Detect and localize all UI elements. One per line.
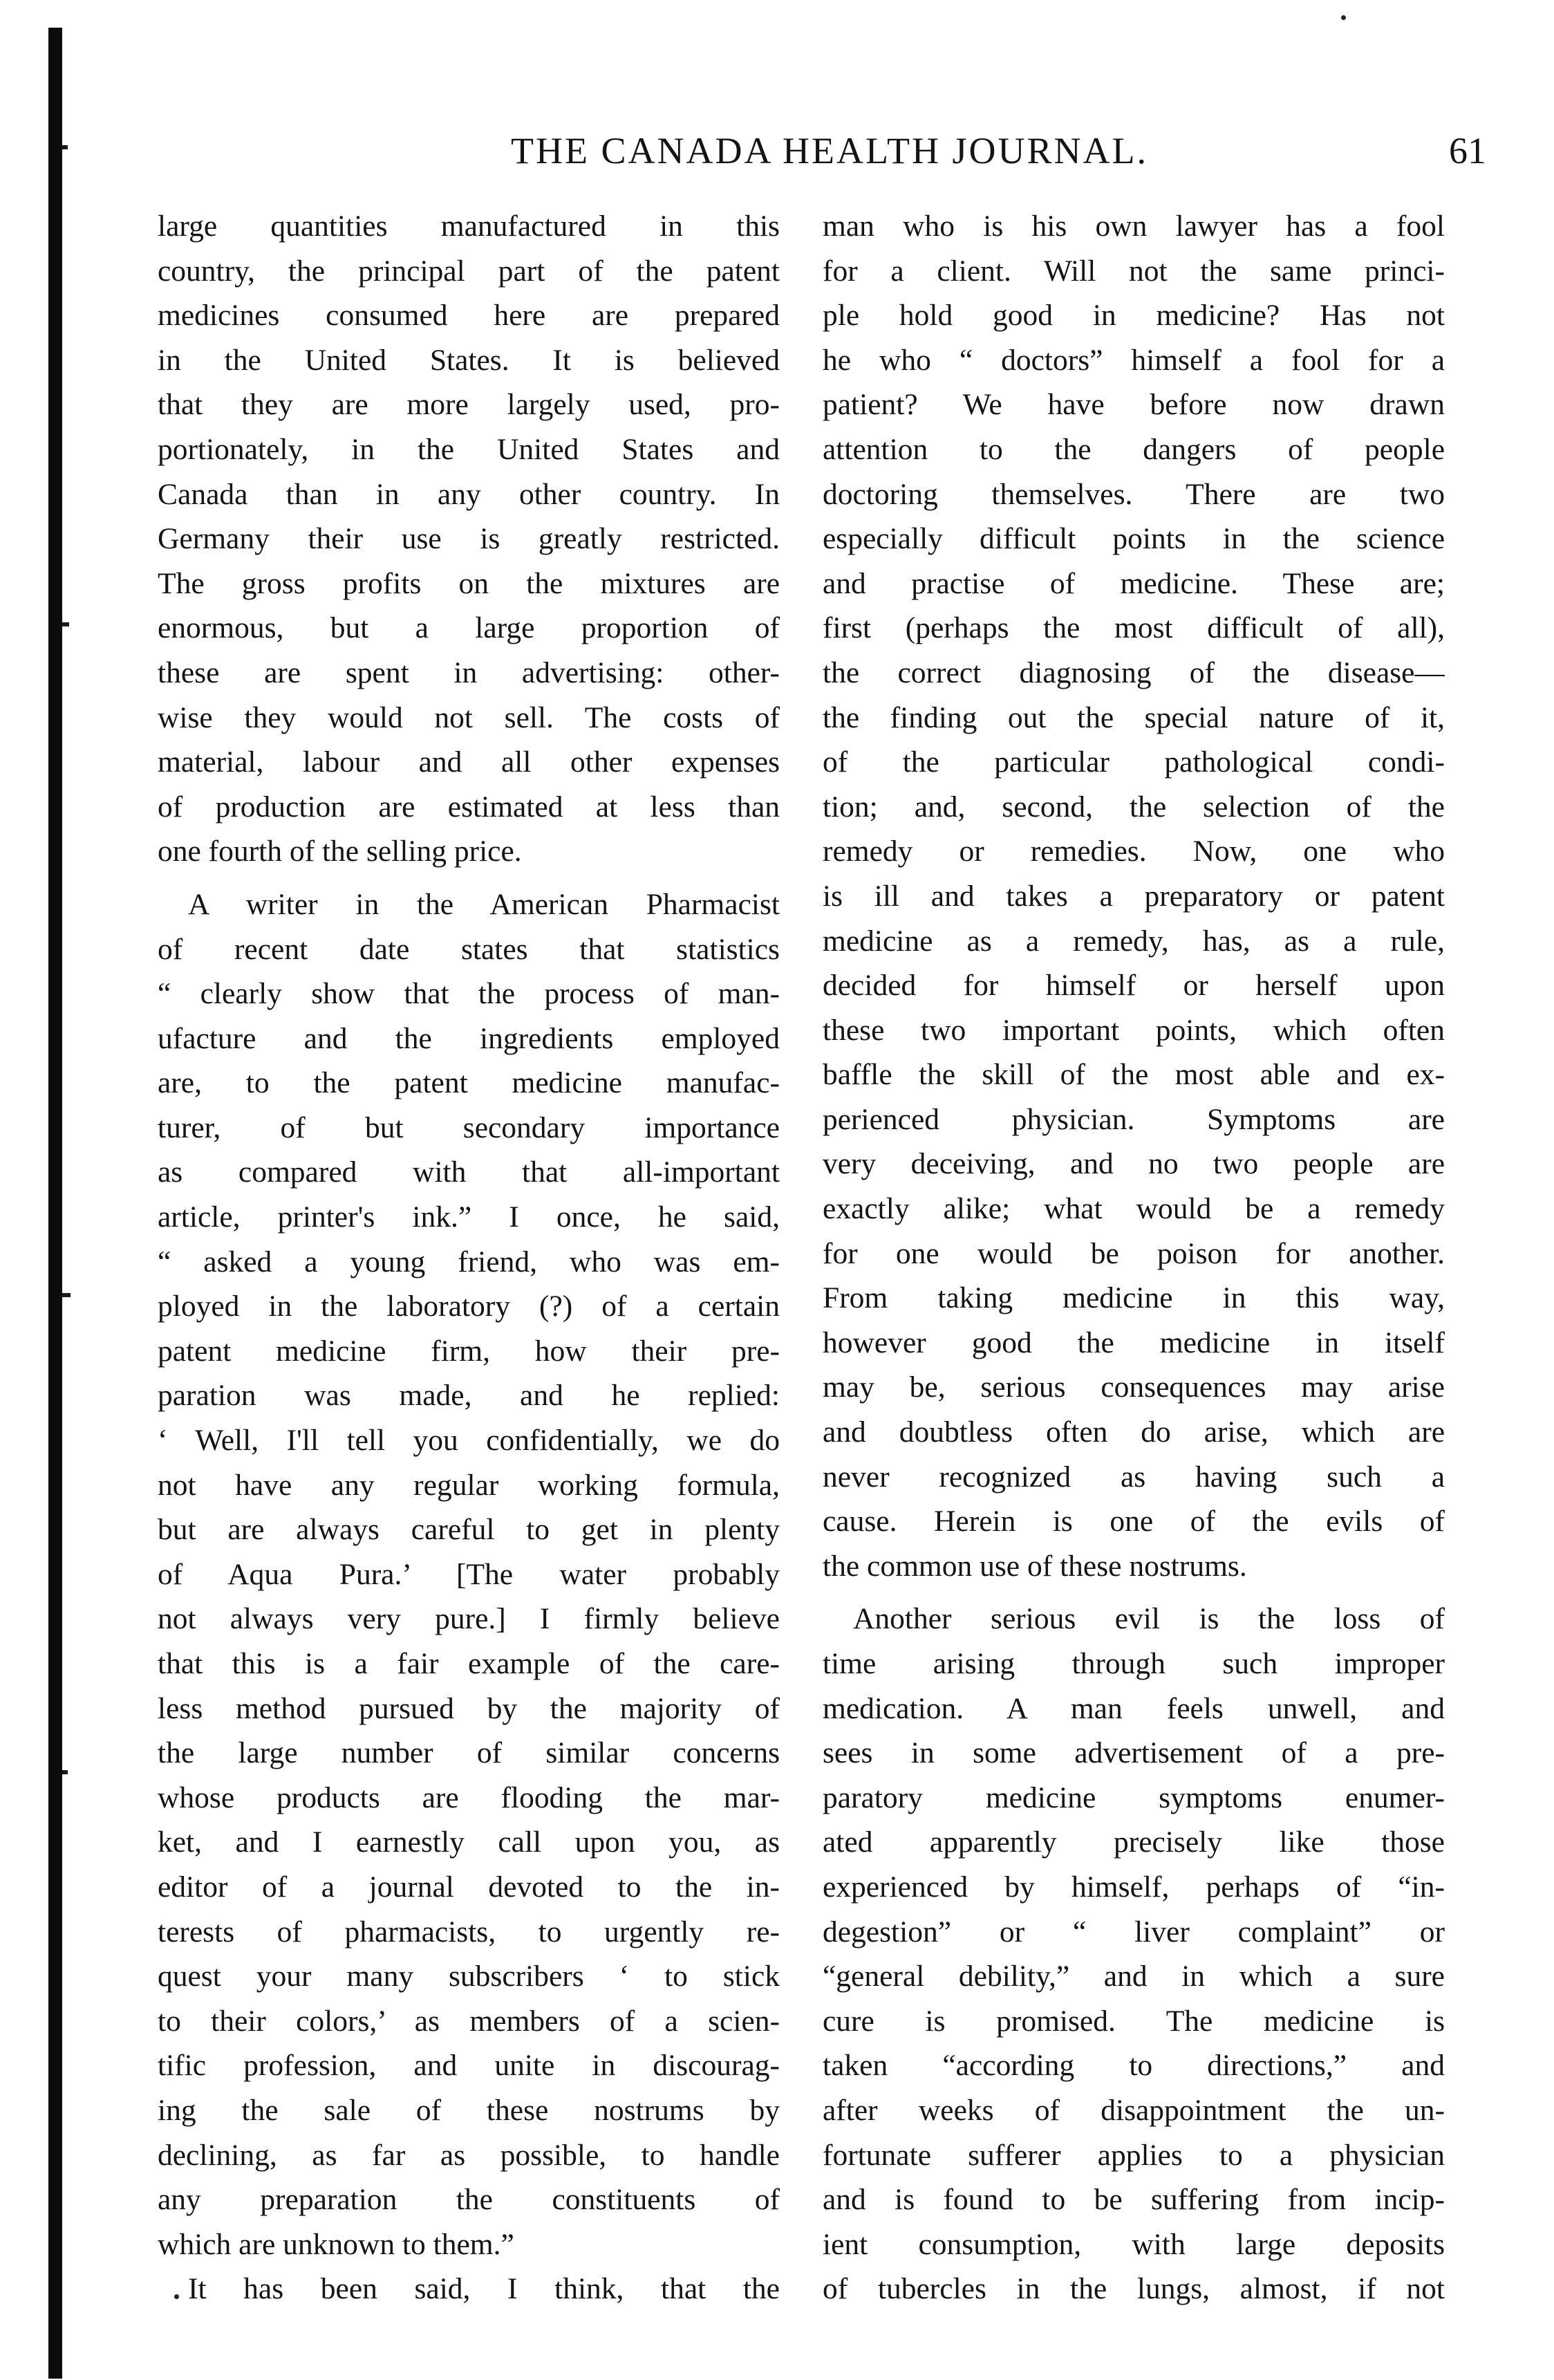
text-line: he who “ doctors” himself a fool for a [823, 343, 1445, 377]
text-line: ple hold good in medicine? Has not [823, 299, 1445, 333]
text-line: declining, as far as possible, to handle [158, 2138, 780, 2172]
text-line: cause. Herein is one of the evils of [823, 1505, 1445, 1538]
text-line: remedy or remedies. Now, one who [823, 835, 1445, 868]
margin-mark [62, 1770, 68, 1774]
text-line: exactly alike; what would be a remedy [823, 1192, 1445, 1226]
page-number: 61 [1449, 130, 1486, 171]
text-line: ufacture and the ingredients employed [158, 1021, 780, 1055]
text-line: especially difficult points in the science [823, 522, 1445, 556]
text-line: cure is promised. The medicine is [823, 2004, 1445, 2038]
text-line: for a client. Will not the same princi- [823, 254, 1445, 288]
margin-mark [62, 1293, 71, 1297]
text-line: not have any regular working formula, [158, 1468, 780, 1502]
text-line: of Aqua Pura.’ [The water probably [158, 1557, 780, 1591]
text-line: one fourth of the selling price. [158, 835, 522, 868]
text-line: ing the sale of these nostrums by [158, 2093, 780, 2127]
text-line: as compared with that all-important [158, 1155, 780, 1189]
journal-title: THE CANADA HEALTH JOURNAL. [511, 130, 1148, 171]
text-line: baffle the skill of the most able and ex- [823, 1058, 1445, 1092]
text-line: The gross profits on the mixtures are [158, 566, 780, 600]
text-line: ated apparently precisely like those [823, 1825, 1445, 1859]
text-line: large quantities manufactured in this [158, 210, 780, 243]
text-line: is ill and takes a preparatory or patent [823, 879, 1445, 913]
text-line: and practise of medicine. These are; [823, 566, 1445, 600]
text-line: “ asked a young friend, who was em- [158, 1245, 780, 1279]
text-line: of the particular pathological condi- [823, 745, 1445, 779]
text-line: time arising through such improper [823, 1647, 1445, 1680]
text-line: “ clearly show that the process of man- [158, 977, 780, 1011]
text-line: material, labour and all other expenses [158, 745, 780, 779]
text-line: man who is his own lawyer has a fool [823, 210, 1445, 243]
text-line: and is found to be suffering from incip- [823, 2183, 1445, 2217]
text-line: tion; and, second, the selection of the [823, 790, 1445, 824]
text-line: that this is a fair example of the care- [158, 1647, 780, 1680]
text-line: of recent date states that statistics [158, 932, 780, 966]
text-line: the large number of similar concerns [158, 1736, 780, 1770]
text-line: not always very pure.] I firmly believe [158, 1602, 780, 1636]
text-line: the common use of these nostrums. [823, 1549, 1247, 1583]
text-line: may be, serious consequences may arise [823, 1370, 1445, 1404]
text-line: degestion” or “ liver complaint” or [823, 1915, 1445, 1949]
text-line: less method pursued by the majority of [158, 1691, 780, 1725]
text-line: From taking medicine in this way, [823, 1281, 1445, 1315]
text-line: taken “according to directions,” and [823, 2049, 1445, 2083]
text-line: perienced physician. Symptoms are [823, 1102, 1445, 1136]
text-line: to their colors,’ as members of a scien- [158, 2004, 780, 2038]
text-line: decided for himself or herself upon [823, 969, 1445, 1003]
text-line: however good the medicine in itself [823, 1326, 1445, 1359]
text-line: patent medicine firm, how their pre- [158, 1334, 780, 1368]
text-line: enormous, but a large proportion of [158, 611, 780, 645]
paragraph-start-line: It has been said, I think, that the [188, 2272, 780, 2306]
text-line: medication. A man feels unwell, and [823, 1691, 1445, 1725]
text-line: whose products are flooding the mar- [158, 1781, 780, 1814]
text-line: are, to the patent medicine manufac- [158, 1066, 780, 1100]
text-line: the finding out the special nature of it, [823, 700, 1445, 734]
text-line: article, printer's ink.” I once, he said, [158, 1200, 780, 1234]
text-line: of tubercles in the lungs, almost, if not [823, 2272, 1445, 2306]
left-column [158, 204, 780, 2312]
text-line: doctoring themselves. There are two [823, 477, 1445, 511]
text-line: fortunate sufferer applies to a physician [823, 2138, 1445, 2172]
text-line: that they are more largely used, pro- [158, 388, 780, 422]
text-line: Germany their use is greatly restricted. [158, 522, 780, 556]
text-line: experienced by himself, perhaps of “in- [823, 1870, 1445, 1904]
stray-ink-dot [174, 2294, 179, 2299]
margin-mark [62, 622, 69, 626]
text-line: and doubtless often do arise, which are [823, 1415, 1445, 1449]
text-line: medicines consumed here are prepared [158, 299, 780, 333]
text-line: ployed in the laboratory (?) of a certain [158, 1290, 780, 1323]
text-line: these are spent in advertising: other- [158, 656, 780, 689]
text-line: “general debility,” and in which a sure [823, 1960, 1445, 1993]
text-line: ient consumption, with large deposits [823, 2227, 1445, 2261]
text-line: of production are estimated at less than [158, 790, 780, 824]
paragraph-start-line: Another serious evil is the loss of [853, 1602, 1445, 1636]
text-line: these two important points, which often [823, 1013, 1445, 1047]
margin-mark [62, 145, 68, 149]
text-line: which are unknown to them.” [158, 2227, 514, 2261]
running-header [159, 123, 1500, 178]
text-line: very deceiving, and no two people are [823, 1147, 1445, 1181]
text-line: tific profession, and unite in discourag- [158, 2049, 780, 2083]
text-line: for one would be poison for another. [823, 1236, 1445, 1270]
text-line: in the United States. It is believed [158, 343, 780, 377]
text-line: patient? We have before now drawn [823, 388, 1445, 422]
text-line: sees in some advertisement of a pre- [823, 1736, 1445, 1770]
right-column [823, 204, 1445, 2312]
text-line: medicine as a remedy, has, as a rule, [823, 924, 1445, 958]
text-line: paration was made, and he replied: [158, 1379, 780, 1413]
text-line: Canada than in any other country. In [158, 477, 780, 511]
text-line: the correct diagnosing of the disease— [823, 656, 1445, 689]
text-line: first (perhaps the most difficult of all), [823, 611, 1445, 645]
text-line: terests of pharmacists, to urgently re- [158, 1915, 780, 1949]
text-line: quest your many subscribers ‘ to stick [158, 1960, 780, 1993]
text-line: wise they would not sell. The costs of [158, 700, 780, 734]
stray-ink-dot [1341, 15, 1346, 20]
text-line: editor of a journal devoted to the in- [158, 1870, 780, 1904]
paragraph-start-line: A writer in the American Pharmacist [188, 887, 780, 921]
text-line: attention to the dangers of people [823, 432, 1445, 466]
text-line: any preparation the constituents of [158, 2183, 780, 2217]
text-line: but are always careful to get in plenty [158, 1513, 780, 1547]
text-line: ‘ Well, I'll tell you confidentially, we do [158, 1424, 780, 1458]
scan-edge-shadow [48, 28, 62, 2379]
text-line: paratory medicine symptoms enumer- [823, 1781, 1445, 1814]
text-line: turer, of but secondary importance [158, 1110, 780, 1144]
text-line: ket, and I earnestly call upon you, as [158, 1825, 780, 1859]
text-line: country, the principal part of the patent [158, 254, 780, 288]
text-line: after weeks of disappointment the un- [823, 2093, 1445, 2127]
text-line: portionately, in the United States and [158, 432, 780, 466]
text-line: never recognized as having such a [823, 1460, 1445, 1494]
